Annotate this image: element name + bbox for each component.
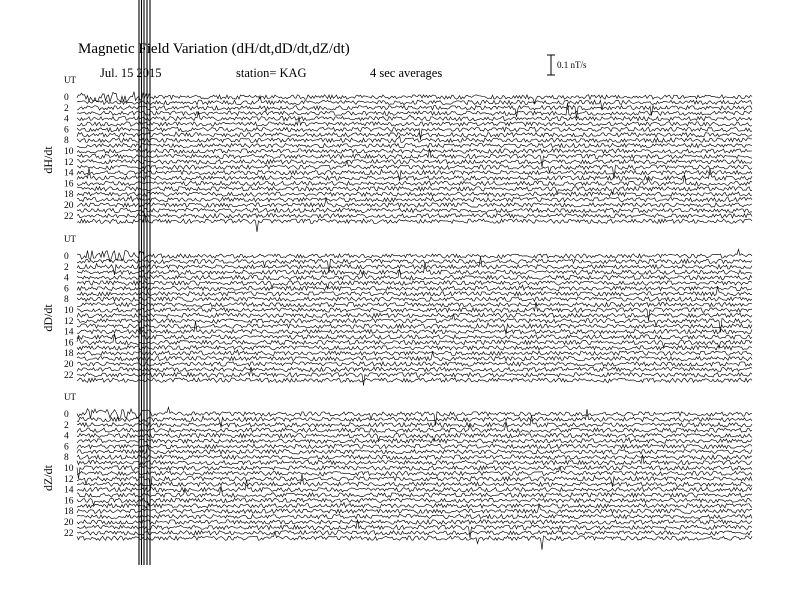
hourly-trace [77, 136, 752, 142]
panel-ylabel: dH/dt [41, 146, 55, 174]
hour-tick-label: 2 [64, 103, 69, 114]
panel-dh-dt [41, 75, 752, 232]
hour-tick-labels [64, 252, 74, 381]
panel-ut-label: UT [64, 234, 76, 244]
hourly-trace [77, 407, 752, 425]
hourly-trace [77, 117, 752, 127]
hour-tick-labels [64, 93, 74, 222]
scale-bar [547, 55, 587, 75]
hour-tick-label: 4 [64, 114, 69, 125]
panel-ut-label: UT [64, 75, 76, 85]
panel-ut-label: UT [64, 392, 76, 402]
hourly-trace [77, 362, 752, 366]
hourly-trace [77, 466, 752, 479]
hour-tick-label: 22 [64, 211, 74, 222]
spike-artifacts [139, 0, 150, 565]
hour-tick-label: 8 [64, 136, 69, 147]
hour-tick-label: 10 [64, 147, 74, 157]
hourly-trace [77, 378, 752, 383]
hourly-trace [77, 421, 752, 432]
date-label: Jul. 15 2015 [100, 66, 162, 80]
trace-group [77, 407, 752, 549]
hourly-trace [77, 297, 752, 301]
hourly-trace [77, 127, 752, 140]
hourly-trace [77, 520, 752, 524]
station-label: station= KAG [236, 66, 307, 80]
hourly-trace [77, 438, 752, 444]
panel-ylabel: dZ/dt [41, 465, 55, 491]
averaging-label: 4 sec averages [370, 66, 443, 80]
hourly-trace [77, 455, 752, 465]
hour-tick-label: 8 [64, 453, 69, 464]
hour-tick-labels [64, 410, 74, 539]
hourly-trace [77, 285, 752, 291]
hourly-trace [77, 503, 752, 509]
hourly-trace [77, 168, 752, 181]
hour-tick-label: 14 [64, 327, 74, 338]
hourly-trace [77, 514, 752, 518]
hourly-trace [77, 160, 752, 164]
hour-tick-label: 14 [64, 485, 74, 496]
hourly-trace [77, 445, 752, 454]
hourly-trace [77, 143, 752, 147]
hourly-trace [77, 350, 752, 356]
hourly-trace [77, 92, 752, 103]
hour-tick-label: 2 [64, 262, 69, 273]
hourly-trace [77, 313, 752, 317]
hour-tick-label: 18 [64, 190, 74, 201]
hourly-trace [77, 106, 752, 118]
hour-tick-label: 16 [64, 496, 74, 507]
hourly-trace [77, 367, 752, 371]
hour-tick-label: 4 [64, 273, 69, 284]
trace-group [77, 249, 752, 385]
hourly-trace [77, 196, 752, 202]
hourly-trace [77, 302, 752, 321]
panel-dz-dt [41, 392, 752, 550]
hour-tick-label: 0 [64, 93, 69, 103]
hour-tick-label: 22 [64, 528, 74, 539]
hour-tick-label: 16 [64, 179, 74, 190]
hour-tick-label: 12 [64, 316, 74, 327]
hourly-trace [77, 149, 752, 153]
hour-tick-label: 6 [64, 442, 69, 453]
hourly-trace [77, 346, 752, 350]
hourly-trace [77, 531, 752, 536]
hourly-trace [77, 192, 752, 196]
panel-dd-dt [41, 234, 752, 386]
hour-tick-label: 10 [64, 306, 74, 316]
trace-group [77, 92, 752, 232]
hourly-trace [77, 302, 752, 306]
hour-tick-label: 0 [64, 252, 69, 262]
hour-tick-label: 6 [64, 284, 69, 295]
hour-tick-label: 22 [64, 370, 74, 381]
hour-tick-label: 14 [64, 168, 74, 179]
hour-tick-label: 6 [64, 125, 69, 136]
hour-tick-label: 12 [64, 157, 74, 168]
panel-ylabel: dD/dt [41, 304, 55, 332]
hour-tick-label: 18 [64, 349, 74, 360]
hour-tick-label: 20 [64, 518, 74, 528]
scale-bar-label: 0.1 nT/s [557, 60, 587, 70]
hourly-trace [77, 480, 752, 492]
hour-tick-label: 12 [64, 474, 74, 485]
hour-tick-label: 10 [64, 464, 74, 474]
hourly-trace [77, 208, 752, 212]
chart-title: Magnetic Field Variation (dH/dt,dD/dt,dZ/dt) [78, 41, 350, 57]
hourly-trace [77, 415, 752, 427]
hourly-trace [77, 314, 752, 332]
hour-tick-label: 8 [64, 295, 69, 306]
hour-tick-label: 18 [64, 507, 74, 518]
hourly-trace [77, 455, 752, 459]
hour-tick-label: 20 [64, 201, 74, 211]
hourly-trace [77, 520, 752, 539]
hour-tick-label: 4 [64, 431, 69, 442]
hour-tick-label: 2 [64, 420, 69, 431]
hour-tick-label: 0 [64, 410, 69, 420]
hourly-trace [77, 281, 752, 289]
hour-tick-label: 16 [64, 338, 74, 349]
hourly-trace [77, 214, 752, 218]
hour-tick-label: 20 [64, 360, 74, 370]
hourly-trace [77, 444, 752, 448]
hourly-trace [77, 132, 752, 137]
